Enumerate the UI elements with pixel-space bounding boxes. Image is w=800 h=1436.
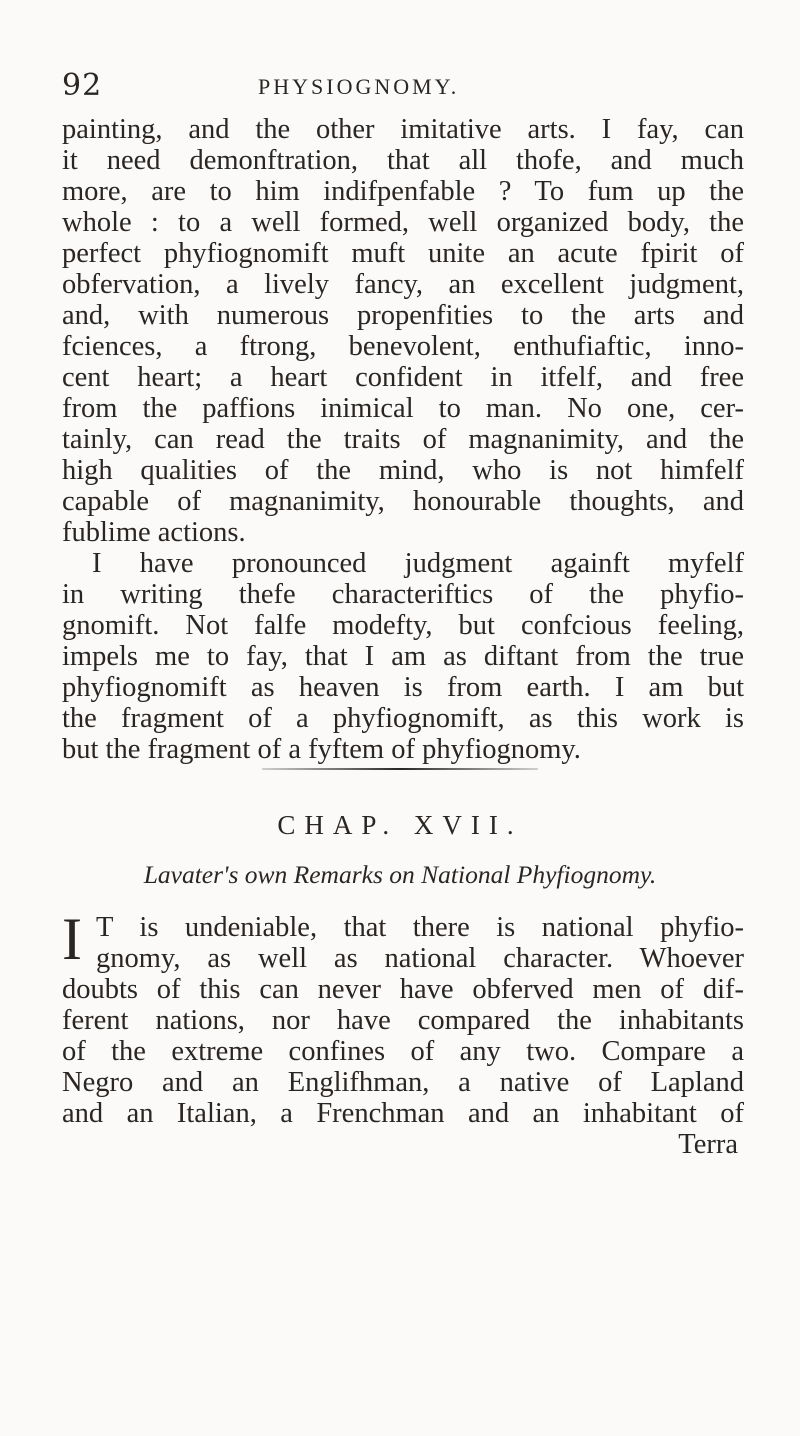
text-line: I have pronounced judgment againft myfelf xyxy=(92,548,744,579)
text-line: but the fragment of a fyftem of phyfiognomy. xyxy=(62,734,581,765)
text-line: and an Italian, a Frenchman and an inhabitant of xyxy=(62,1098,744,1129)
text-line: it need demonftration, that all thofe, and much xyxy=(62,145,744,176)
text-line: gnomy, as well as national character. Whoever xyxy=(96,943,744,974)
text-line: doubts of this can never have obferved men of dif- xyxy=(62,974,744,1005)
text-line: of the extreme confines of any two. Compare a xyxy=(62,1036,744,1067)
text-line: T is undeniable, that there is national phyfio- xyxy=(96,912,744,943)
text-line: in writing thefe characteriftics of the phyfio- xyxy=(62,579,744,610)
text-line: from the paffions inimical to man. No one, cer- xyxy=(62,393,744,424)
text-line: phyfiognomift as heaven is from earth. I am but xyxy=(62,672,744,703)
text-line: perfect phyfiognomift muft unite an acute fpirit of xyxy=(62,238,744,269)
section-divider xyxy=(262,768,538,770)
text-line: ferent nations, nor have compared the inhabitants xyxy=(62,1005,744,1036)
running-head: PHYSIOGNOMY. xyxy=(258,74,460,99)
text-line: obfervation, a lively fancy, an excellent judgment, xyxy=(62,269,744,300)
text-line: whole : to a well formed, well organized body, the xyxy=(62,207,744,238)
text-line: capable of magnanimity, honourable thoughts, and xyxy=(62,486,744,517)
catchword: Terra xyxy=(678,1129,738,1160)
text-line: more, are to him indifpenfable ? To fum up the xyxy=(62,176,744,207)
drop-cap: I xyxy=(62,906,82,972)
text-line: tainly, can read the traits of magnanimity, and the xyxy=(62,424,744,455)
text-line: cent heart; a heart confident in itfelf, and free xyxy=(62,362,744,393)
text-line: impels me to fay, that I am as diftant from the true xyxy=(62,641,744,672)
text-line: the fragment of a phyfiognomift, as this work is xyxy=(62,703,744,734)
text-line: gnomift. Not falfe modefty, but confcious feeling, xyxy=(62,610,744,641)
chapter-subtitle: Lavater's own Remarks on National Phyfiognomy. xyxy=(143,860,657,889)
text-line: and, with numerous propenfities to the arts and xyxy=(62,300,744,331)
text-line: fciences, a ftrong, benevolent, enthufiaftic, inno- xyxy=(62,331,744,362)
text-line: fublime actions. xyxy=(62,517,246,548)
page-header xyxy=(62,68,742,108)
page-number: 92 xyxy=(62,68,103,103)
text-line: Negro and an Englifhman, a native of Lapland xyxy=(62,1067,744,1098)
text-line: painting, and the other imitative arts. I fay, can xyxy=(62,114,744,145)
chapter-heading: CHAP. XVII. xyxy=(277,810,523,840)
text-line: high qualities of the mind, who is not himfelf xyxy=(62,455,744,486)
